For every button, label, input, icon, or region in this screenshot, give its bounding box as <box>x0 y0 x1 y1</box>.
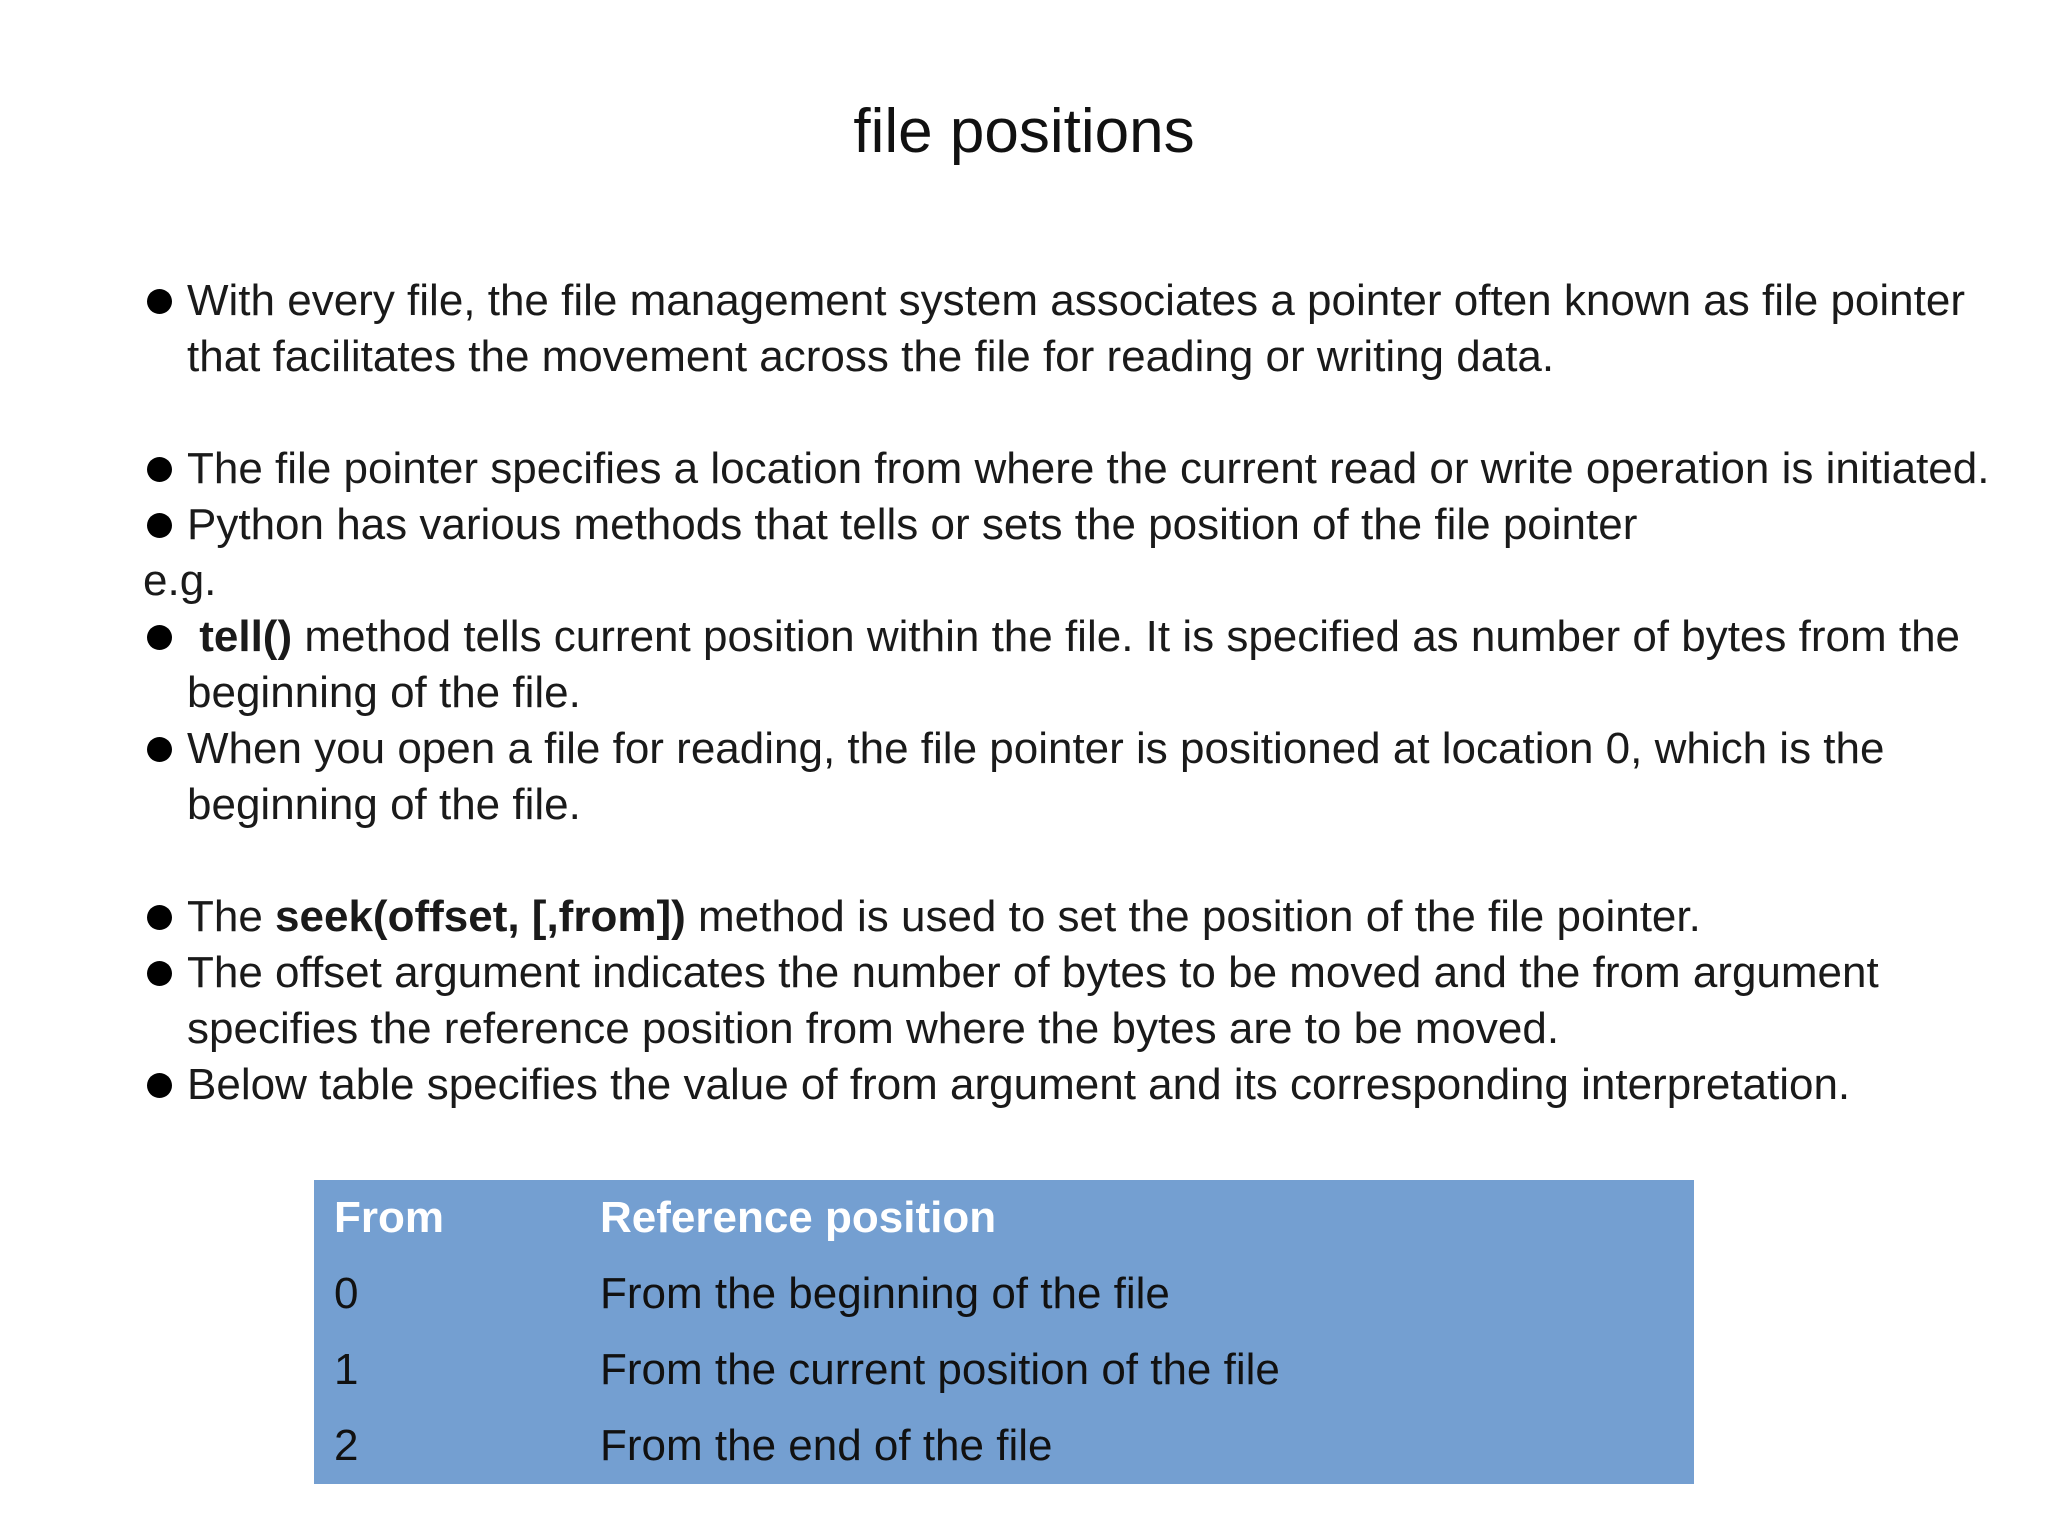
bullet-icon <box>147 905 172 930</box>
bullet-text: The seek(offset, [,from]) method is used to set the position of the file pointer. <box>187 892 1701 941</box>
from-values-table <box>314 1180 1694 1484</box>
bullet-text: When you open a file for reading, the file pointer is positioned at location 0, which is the beginning of the file. <box>187 724 1885 829</box>
cell-reference: From the current position of the file <box>600 1345 1280 1394</box>
bullet-item <box>143 497 2013 553</box>
reference-table <box>314 1180 1694 1484</box>
cell-reference: From the end of the file <box>600 1421 1053 1470</box>
bullet-icon <box>147 625 172 650</box>
table-row <box>314 1256 1694 1332</box>
bullet-text: Below table specifies the value of from argument and its corresponding interpretation. <box>187 1060 1851 1109</box>
example-label: e.g. <box>143 556 217 605</box>
slide-title: file positions <box>853 97 1195 166</box>
slide-content <box>143 273 2013 1113</box>
bullet-item <box>143 1057 2013 1113</box>
cell-from: 2 <box>334 1421 359 1470</box>
bullet-icon <box>147 513 172 538</box>
bullet-item <box>143 609 2013 721</box>
bullet-item <box>143 945 2013 1057</box>
bullet-item <box>143 721 2013 833</box>
bullet-text: tell() method tells current position within the file. It is specified as number of bytes from the beginning of the file. <box>187 612 1961 717</box>
cell-reference: From the beginning of the file <box>600 1269 1170 1318</box>
bullet-icon <box>147 737 172 762</box>
table-header-row <box>314 1180 1694 1256</box>
table-row <box>314 1408 1694 1484</box>
header-from: From <box>334 1193 444 1242</box>
bullet-text: With every file, the file management system associates a pointer often known as file pointer that facilitates the movement across the file for reading or writing data. <box>187 276 1965 381</box>
code-seek: seek(offset, [,from]) <box>275 892 686 941</box>
bullet-icon <box>147 1073 172 1098</box>
bullet-item <box>143 441 2013 497</box>
code-tell: tell() <box>199 612 293 661</box>
bullet-item <box>143 273 2013 385</box>
bullet-text: The offset argument indicates the number of bytes to be moved and the from argument specifies the reference position from where the bytes are to be moved. <box>187 948 1879 1053</box>
bullet-item <box>143 889 2013 945</box>
bullet-icon <box>147 961 172 986</box>
bullet-icon <box>147 289 172 314</box>
bullet-text: The file pointer specifies a location from where the current read or write operation is initiated. <box>187 444 1990 493</box>
table-row <box>314 1332 1694 1408</box>
cell-from: 1 <box>334 1345 359 1394</box>
cell-from: 0 <box>334 1269 359 1318</box>
header-reference-position: Reference position <box>600 1193 997 1242</box>
bullet-text: Python has various methods that tells or sets the position of the file pointer <box>187 500 1638 549</box>
bullet-icon <box>147 457 172 482</box>
